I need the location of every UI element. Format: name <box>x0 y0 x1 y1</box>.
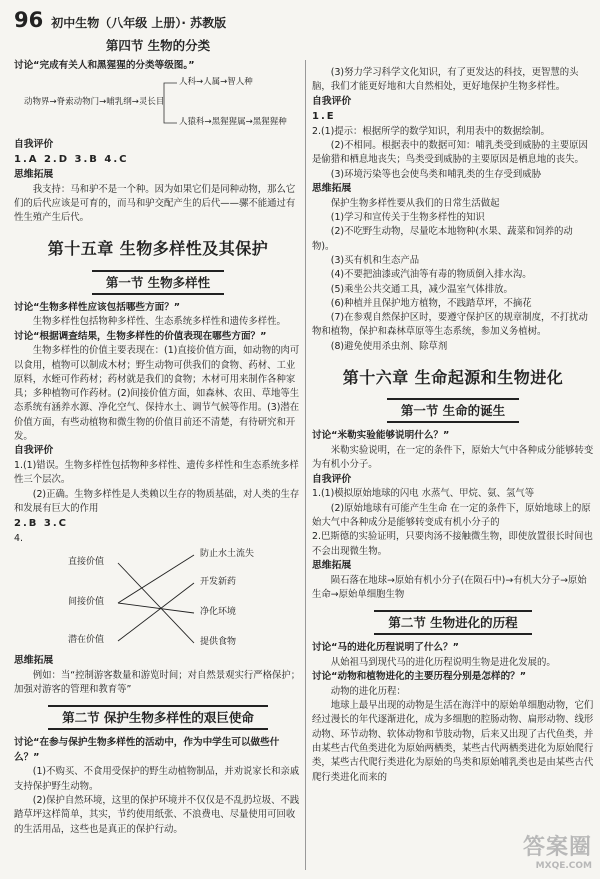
extension-label: 思维拓展 <box>312 182 352 194</box>
answer-item: 2.巴斯德的实验证明，只要肉汤不接触微生物，即使放置很长时间也不会出现微生物。 <box>312 531 593 557</box>
section-title-box <box>14 705 302 730</box>
extension-item: (1)学习和宣传关于生物多样性的知识 <box>330 212 485 224</box>
section-title: 第二节 保护生物多样性的艰巨使命 <box>48 705 268 730</box>
match-right-1: 防止水土流失 <box>200 548 255 559</box>
extension-text: 陨石落在地球→原始有机小分子(在陨石中)→有机大分子→原始生命→原始单细胞生物 <box>312 574 587 601</box>
extension-item: (7)在参观自然保护区时，要遵守保护区的规章制度，不打扰动物和植物，保护和森林草原等生态系统，参加义务植树。 <box>312 312 588 338</box>
section-title: 第一节 生物多样性 <box>92 270 224 295</box>
match-left-1: 直接价值 <box>68 556 105 567</box>
left-column <box>14 32 302 837</box>
match-left-3: 潜在价值 <box>68 634 105 645</box>
answer-item: 2.(1)提示：根据所学的数学知识，利用表中的数据绘制。 <box>312 125 550 137</box>
self-eval-label: 自我评价 <box>14 138 54 150</box>
extension-text: 我支持：马和驴不是一个种。因为如果它们是同种动物，那么它们的后代应该是可育的，而马和驴交配产生的后代——骡不能通过有性生殖产生后代。 <box>14 183 296 224</box>
extension-item: (5)乘坐公共交通工具，减少温室气体排放。 <box>330 283 513 295</box>
self-eval-label: 自我评价 <box>312 473 352 485</box>
discussion-heading: 讨论“马的进化历程说明了什么？” <box>312 642 459 654</box>
chapter-title: 第十六章 生命起源和生物进化 <box>342 368 564 388</box>
diagram-bottom-text: 人猿科→黑猩猩属→黑猩猩种 <box>179 116 287 127</box>
page-number: 96 <box>14 8 44 32</box>
section-title: 第一节 生命的诞生 <box>387 398 519 423</box>
diagram-top-text: 人科→人属→智人种 <box>179 76 253 87</box>
watermark-main: 答案圈 <box>522 835 592 860</box>
extension-item: (3)买有机和生态产品 <box>330 254 420 266</box>
extension-label: 思维拓展 <box>14 654 54 666</box>
column-divider <box>305 60 306 870</box>
match-right-4: 提供食物 <box>200 636 237 647</box>
paragraph: (2)保护自然环境，这里的保护环境并不仅仅是不乱扔垃圾、不践踏草坪这样简单，其实，节约使用纸张、不浪费电、尽量使用可回收的生活用品，这些也是真正的保护行动。 <box>14 795 300 835</box>
paragraph: (1)不购买、不食用受保护的野生动植物制品，并劝说家长和亲戚支持保护野生动物。 <box>14 766 300 792</box>
paragraph: 地球上最早出现的动物是生活在海洋中的原始单细胞动物，它们经过漫长的年代逐渐进化，成为多细胞的腔肠动物、扁形动物、线形动物、环节动物、软体动物和节肢动物，后来又出现了古代鱼类，并由某些古代鱼类进化为原始两栖类，某些古代两栖类进化为原始爬行类，某些古代爬行类进化为原始的鸟类和原始哺乳类也是由某些古代爬行类进化而来的 <box>312 700 594 783</box>
extension-item: (6)种植并且保护地方植物，不践踏草坪，不摘花 <box>330 297 532 309</box>
classification-diagram <box>14 74 302 138</box>
paragraph: 从始祖马到现代马的进化历程说明生物是进化发展的。 <box>330 656 556 668</box>
page-header <box>14 8 314 32</box>
section-title-box <box>14 270 302 295</box>
paragraph: (3)努力学习科学文化知识，有了更发达的科技，更智慧的头脑，我们才能更好地和大自然相处，更好地保护生物多样性。 <box>312 67 579 93</box>
answer-item: (3)环境污染等也会使鸟类和哺乳类的生存受到威胁 <box>330 168 541 180</box>
match-right-3: 净化环境 <box>200 606 237 617</box>
watermark <box>523 830 592 871</box>
paragraph: 生物多样性的价值主要表现在：(1)直接价值方面，如动物的肉可以食用，植物可以制成木材；野生动物可供我们的食物、药材、工业原料，水蛭可作药材；药材就是我们的食物；木材可用来制作各种家具；多种植物可作药材。(2)间接价值方面，如森林、农田、草地等生态系统有涵养水源、净化空气、保持水土、调节气候等作用。(3)潜在价值方面，有些动植物和微生物的价值目前还不清楚，有待研究和开发。 <box>14 345 300 442</box>
answers-line: 2.B 3.C <box>14 518 68 530</box>
match-right-2: 开发新药 <box>200 576 237 587</box>
discussion-heading: 讨论“根据调查结果，生物多样性的价值表现在哪些方面？” <box>14 330 267 342</box>
extension-intro: 保护生物多样性要从我们的日常生活做起 <box>330 197 500 209</box>
match-left-2: 间接价值 <box>68 596 105 607</box>
watermark-sub: MXQE.COM <box>535 861 592 871</box>
paragraph: 动物的进化历程： <box>330 685 406 697</box>
answer-item: (2)不相同。根据表中的数据可知：哺乳类受到威胁的主要原因是偷猎和栖息地丧失；鸟类受到威胁的主要原因是栖息地的丧失。 <box>312 139 588 166</box>
match-lines <box>14 548 302 652</box>
answer-item: (2)原始地球有可能产生生命 在一定的条件下，原始地球上的原始大气中各种成分是能够转变成有机小分子的 <box>312 502 591 528</box>
extension-item: (4)不要把油漆或汽油等有毒的物质倒入排水沟。 <box>330 269 532 281</box>
self-eval-label: 自我评价 <box>312 95 352 107</box>
section-title: 第四节 生物的分类 <box>105 38 211 53</box>
right-column <box>312 66 594 785</box>
discussion-heading: 讨论“生物多样性应该包括哪些方面？” <box>14 301 181 313</box>
section-title-box <box>312 610 594 635</box>
section-title: 第二节 生物进化的历程 <box>374 610 531 635</box>
answers-line: 1.A 2.D 3.B 4.C <box>14 154 129 166</box>
discussion-heading: 讨论“在参与保护生物多样性的活动中，作为中学生可以做些什么？” <box>14 737 280 763</box>
extension-item: (8)避免使用杀虫剂、除草剂 <box>330 340 448 352</box>
answers-line: 1.E <box>312 111 336 123</box>
extension-item: (2)不吃野生动物，尽量吃本地物种(水果、蔬菜和饲养的动物)。 <box>312 226 573 252</box>
book-title: 初中生物（八年级 上册）· 苏教版 <box>51 16 227 30</box>
diagram-branch-lines <box>14 74 302 138</box>
chapter-title: 第十五章 生物多样性及其保护 <box>47 239 269 259</box>
paragraph: 生物多样性包括物种多样性、生态系统多样性和遗传多样性。 <box>32 316 286 328</box>
answer-item: 1.(1)模拟原始地球的闪电 水蒸气、甲烷、氨、氢气等 <box>312 488 535 500</box>
question-number: 4. <box>14 532 23 544</box>
answer-item: (2)正确。生物多样性是人类赖以生存的物质基础，对人类的生存和发展有巨大的作用 <box>14 488 300 515</box>
discussion-heading: 讨论“动物和植物进化的主要历程分别是怎样的？” <box>312 671 527 683</box>
discussion-heading: 讨论“完成有关人和黑猩猩的分类等级图。” <box>14 60 195 71</box>
extension-label: 思维拓展 <box>14 168 54 180</box>
answer-item: 1.(1)错误。生物多样性包括物种多样性、遗传多样性和生态系统多样性三个层次。 <box>14 460 299 486</box>
paragraph: 米勒实验说明，在一定的条件下，原始大气中各种成分能够转变为有机小分子。 <box>312 444 594 471</box>
diagram-left-text: 动物界→脊索动物门→哺乳纲→灵长目 <box>24 96 165 107</box>
self-eval-label: 自我评价 <box>14 445 54 457</box>
extension-label: 思维拓展 <box>312 559 352 571</box>
section-title-box <box>312 398 594 423</box>
extension-text: 例如：当“控制游客数量和游览时间；对自然景观实行严格保护；加强对游客的管理和教育等” <box>14 669 301 696</box>
discussion-heading: 讨论“米勒实验能够说明什么？” <box>312 430 450 442</box>
matching-diagram <box>14 548 302 652</box>
